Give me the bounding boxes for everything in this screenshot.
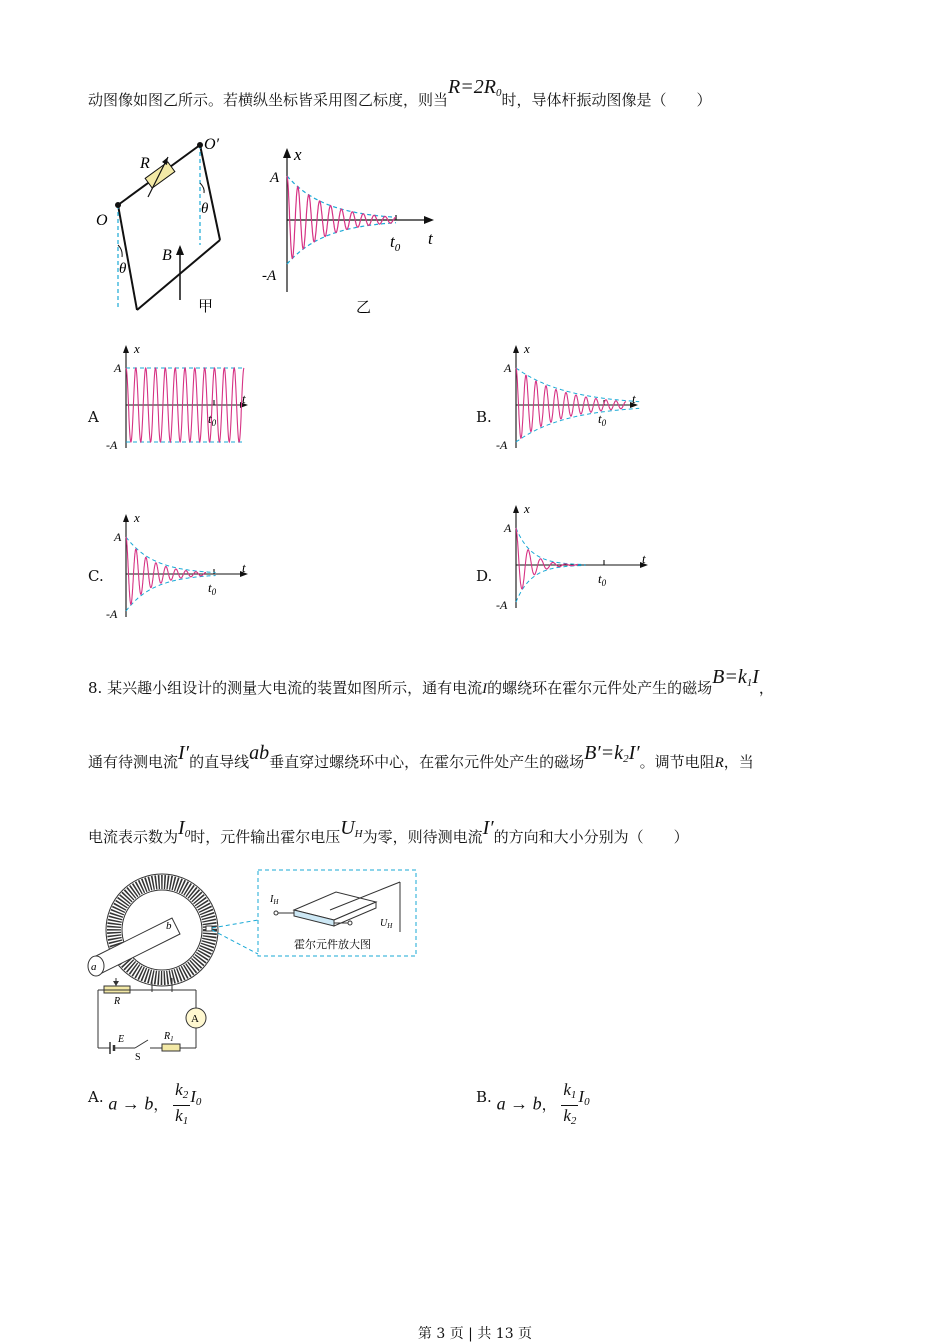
q7-option-d-curve	[516, 528, 578, 589]
yi-envelope-bottom	[287, 223, 396, 264]
jia-label-B: B	[162, 247, 172, 264]
q7-option-d-y-arrow	[513, 505, 519, 513]
q7-option-b-x-label: x	[524, 341, 530, 356]
fig8-label-IH: $I_H$	[270, 894, 279, 906]
q7-option-a-y-arrow	[123, 345, 129, 353]
yi-label-A: A	[270, 170, 280, 186]
q8-line-2: 通有待测电流I′的直导线ab垂直穿过螺绕环中心，在霍尔元件处产生的磁场$B'=k_2I'$。调节电阻R，当	[88, 742, 754, 771]
q7-intro-text-b: 时，导体杆振动图像是（ ）	[501, 91, 712, 109]
q7-option-c-label-negA: -A	[106, 607, 118, 621]
yi-oscillation-curve	[287, 176, 396, 258]
jia-caption: 甲	[198, 299, 214, 315]
yi-x-label: x	[294, 145, 302, 164]
q7-option-a-x-label: x	[134, 341, 140, 356]
jia-label-R: R	[140, 155, 150, 172]
q7-option-a-graph[interactable]	[104, 340, 264, 455]
fig8-inset-caption: 霍尔元件放大图	[294, 939, 371, 951]
q7-figure-yi	[258, 140, 438, 320]
yi-label-t0: $t_0$	[390, 232, 401, 254]
fig8-label-R: R	[114, 996, 121, 1007]
q7-option-b-t-label: t	[632, 391, 636, 406]
q7-option-a-label-t0: $t_0$	[208, 411, 217, 428]
yi-caption: 乙	[356, 300, 372, 316]
page-footer: 第 3 页 | 共 13 页	[417, 1326, 533, 1342]
q7-option-d-label-t0: $t_0$	[598, 571, 607, 588]
q7-option-b-curve	[516, 368, 626, 438]
q7-option-b-label-negA: -A	[496, 438, 508, 452]
fig8-label-E: E	[118, 1034, 125, 1045]
q7-option-b-envelope-bottom	[516, 408, 639, 442]
q7-option-c-y-arrow	[123, 514, 129, 522]
q7-option-b-label-t0: $t_0$	[598, 411, 607, 428]
q7-option-c-graph[interactable]	[104, 509, 264, 624]
q7-option-c-envelope-top	[126, 537, 216, 573]
q7-option-c-t-label: t	[242, 560, 246, 575]
yi-t-label: t	[428, 229, 433, 248]
q7-option-c-label-A: A	[114, 530, 122, 544]
q8-option-a[interactable]: A. a → b， $\frac{k_2}{k_1}$ $I_0$	[88, 1080, 202, 1127]
q7-option-d-letter[interactable]: D.	[476, 567, 493, 585]
q7-option-d-envelope-bottom	[516, 565, 585, 602]
q8-formula-1: $B=k_1I$	[712, 666, 759, 689]
q8-line-3: 电流表示数为$I_0$时，元件输出霍尔电压$U_H$为零，则待测电流I′的方向和大小分别为（ ）	[88, 817, 689, 846]
q7-option-b-label-A: A	[504, 361, 512, 375]
q7-option-a-label-negA: -A	[106, 438, 118, 452]
yi-label-negA: -A	[262, 268, 277, 284]
fig8-label-a: a	[91, 961, 97, 973]
q8-line-1: 8. 某兴趣小组设计的测量大电流的装置如图所示，通有电流I的螺绕环在霍尔元件处产生的磁场$B=k_1I$，	[88, 666, 774, 697]
q7-intro-line	[88, 76, 712, 111]
q7-option-d-label-negA: -A	[496, 598, 508, 612]
q7-option-c-label-t0: $t_0$	[208, 580, 217, 597]
q7-option-b-y-arrow	[513, 345, 519, 353]
q7-option-c-letter[interactable]: C.	[88, 567, 104, 585]
q8-option-b[interactable]: B. a → b， $\frac{k_1}{k_2}$ $I_0$	[476, 1080, 590, 1127]
jia-label-O-prime: O′	[204, 136, 220, 153]
q7-option-d-t-label: t	[642, 551, 646, 566]
fig8-label-S: S	[135, 1052, 141, 1063]
q7-option-a-t-label: t	[242, 391, 246, 406]
q7-formula: $R=2R_0$	[448, 76, 502, 99]
yi-envelope-top	[287, 176, 396, 217]
fig8-label-b: b	[166, 920, 172, 932]
q7-option-a-letter[interactable]: A	[88, 408, 99, 426]
q7-option-d-x-label: x	[524, 501, 530, 516]
q8-figure-apparatus	[80, 862, 420, 1062]
q7-option-d-label-A: A	[504, 521, 512, 535]
q7-figure-jia	[90, 135, 230, 315]
jia-label-O: O	[96, 212, 108, 229]
q8-formula-2: $B'=k_2I'$	[584, 742, 640, 765]
q7-option-d-graph[interactable]	[494, 500, 654, 615]
fig8-label-UH: $U_H$	[380, 918, 393, 930]
fig8-ammeter-A: A	[191, 1013, 199, 1025]
q7-option-b-graph[interactable]	[494, 340, 654, 455]
q7-option-c-x-label: x	[134, 510, 140, 525]
q7-option-b-letter[interactable]: B.	[476, 408, 492, 426]
jia-label-theta-1: θ	[119, 261, 127, 277]
fig8-label-R1: $R_1$	[164, 1031, 174, 1043]
q7-option-a-label-A: A	[114, 361, 122, 375]
q7-intro-text-a: 动图像如图乙所示。若横纵坐标皆采用图乙标度，则当	[88, 91, 449, 109]
jia-label-theta-2: θ	[201, 201, 209, 217]
